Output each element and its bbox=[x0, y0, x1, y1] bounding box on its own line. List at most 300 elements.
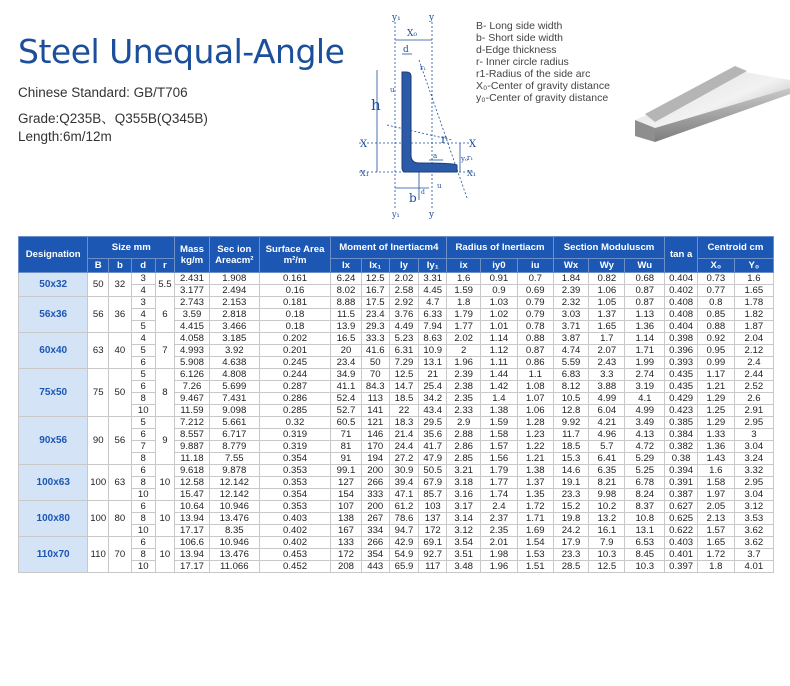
table-cell: 133 bbox=[331, 537, 361, 549]
table-cell: 2.07 bbox=[589, 345, 625, 357]
table-cell: 137 bbox=[419, 513, 447, 525]
b-cell: 63 bbox=[109, 465, 132, 501]
table-cell: 14.6 bbox=[553, 465, 589, 477]
table-cell: 0.99 bbox=[697, 357, 734, 369]
table-cell: 2.05 bbox=[697, 501, 734, 513]
table-cell: 0.244 bbox=[259, 369, 331, 381]
table-cell: 1.96 bbox=[447, 357, 481, 369]
label-u: u bbox=[390, 86, 395, 94]
table-cell: 2.35 bbox=[480, 525, 517, 537]
table-cell: 13.1 bbox=[419, 357, 447, 369]
table-cell: 1.57 bbox=[697, 525, 734, 537]
table-cell: 3.92 bbox=[209, 345, 259, 357]
table-cell: 1.02 bbox=[480, 309, 517, 321]
label-r1: r₁ bbox=[467, 154, 474, 162]
table-cell: 11.18 bbox=[175, 453, 210, 465]
table-cell: 3.12 bbox=[447, 525, 481, 537]
B-cell: 100 bbox=[88, 501, 109, 537]
table-cell: 1.14 bbox=[480, 333, 517, 345]
b-cell: 32 bbox=[109, 273, 132, 297]
table-cell: 22 bbox=[389, 405, 418, 417]
table-cell: 0.403 bbox=[665, 537, 698, 549]
table-cell: 0.397 bbox=[665, 561, 698, 573]
table-cell: 71 bbox=[331, 429, 361, 441]
designation-cell: 100x80 bbox=[19, 501, 88, 537]
table-cell: 0.396 bbox=[665, 345, 698, 357]
table-cell: 0.95 bbox=[697, 345, 734, 357]
table-cell: 443 bbox=[361, 561, 389, 573]
table-cell: 2.02 bbox=[389, 273, 418, 285]
table-cell: 6.83 bbox=[553, 369, 589, 381]
table-cell: 267 bbox=[361, 513, 389, 525]
designation-cell: 100x63 bbox=[19, 465, 88, 501]
table-cell: 1.74 bbox=[480, 489, 517, 501]
table-cell: 47.1 bbox=[389, 489, 418, 501]
table-cell: 0.429 bbox=[665, 393, 698, 405]
table-cell: 1.1 bbox=[517, 369, 553, 381]
table-cell: 23.3 bbox=[553, 489, 589, 501]
table-cell: 0.86 bbox=[517, 357, 553, 369]
table-cell: 8.35 bbox=[209, 525, 259, 537]
table-cell: 4.74 bbox=[553, 345, 589, 357]
table-cell: 3.16 bbox=[447, 489, 481, 501]
table-cell: 117 bbox=[419, 561, 447, 573]
d-cell: 5 bbox=[131, 321, 155, 333]
table-cell: 1.59 bbox=[480, 417, 517, 429]
table-cell: 3.24 bbox=[734, 453, 773, 465]
r-cell: 8 bbox=[155, 369, 175, 417]
table-cell: 2.04 bbox=[734, 333, 773, 345]
label-X: X bbox=[360, 139, 368, 150]
table-cell: 9.98 bbox=[589, 489, 625, 501]
table-cell: 50 bbox=[361, 357, 389, 369]
table-cell: 10.8 bbox=[625, 513, 665, 525]
subheader-Iy: Iy bbox=[389, 259, 418, 273]
table-cell: 2.431 bbox=[175, 273, 210, 285]
table-row bbox=[19, 513, 774, 525]
table-cell: 2.01 bbox=[480, 537, 517, 549]
table-cell: 0.8 bbox=[697, 297, 734, 309]
table-cell: 1.96 bbox=[480, 561, 517, 573]
table-cell: 4.13 bbox=[625, 429, 665, 441]
table-cell: 16.5 bbox=[331, 333, 361, 345]
table-cell: 1.99 bbox=[625, 357, 665, 369]
table-cell: 1.36 bbox=[625, 321, 665, 333]
table-cell: 2.38 bbox=[447, 381, 481, 393]
label-y-bottom: y bbox=[429, 210, 435, 220]
length-text: Length:6m/12m bbox=[18, 129, 112, 144]
label-r1-top: r₁ bbox=[420, 64, 427, 72]
table-cell: 0.287 bbox=[259, 381, 331, 393]
label-y-top: y bbox=[429, 13, 435, 23]
table-cell: 1.59 bbox=[447, 285, 481, 297]
table-cell: 0.423 bbox=[665, 405, 698, 417]
table-cell: 1.06 bbox=[589, 285, 625, 297]
standard-text: Chinese Standard: GB/T706 bbox=[18, 85, 188, 100]
table-cell: 24.2 bbox=[553, 525, 589, 537]
header-section-modulus: Section Moduluscm bbox=[553, 237, 665, 259]
label-X-right: X bbox=[469, 139, 477, 150]
table-cell: 28.5 bbox=[553, 561, 589, 573]
table-row bbox=[19, 525, 774, 537]
table-cell: 3.14 bbox=[447, 513, 481, 525]
table-cell: 3.19 bbox=[625, 381, 665, 393]
table-cell: 334 bbox=[361, 525, 389, 537]
table-row bbox=[19, 477, 774, 489]
table-cell: 0.398 bbox=[665, 333, 698, 345]
d-cell: 10 bbox=[131, 525, 155, 537]
table-cell: 1.6 bbox=[734, 273, 773, 285]
d-cell: 6 bbox=[131, 465, 155, 477]
d-cell: 5 bbox=[131, 369, 155, 381]
table-cell: 1.72 bbox=[697, 549, 734, 561]
table-cell: 0.402 bbox=[665, 285, 698, 297]
B-cell: 110 bbox=[88, 537, 109, 573]
d-cell: 5 bbox=[131, 417, 155, 429]
table-cell: 4.96 bbox=[589, 429, 625, 441]
subheader-Iy1: Iy₁ bbox=[419, 259, 447, 273]
table-cell: 8.24 bbox=[625, 489, 665, 501]
table-cell: 2.39 bbox=[447, 369, 481, 381]
table-row bbox=[19, 561, 774, 573]
table-cell: 2.35 bbox=[447, 393, 481, 405]
table-cell: 2.58 bbox=[389, 285, 418, 297]
r-cell: 6 bbox=[155, 297, 175, 333]
table-cell: 14.7 bbox=[389, 381, 418, 393]
table-cell: 2.743 bbox=[175, 297, 210, 309]
table-cell: 4.45 bbox=[419, 285, 447, 297]
label-r: r bbox=[441, 132, 447, 146]
table-cell: 99.1 bbox=[331, 465, 361, 477]
table-cell: 121 bbox=[361, 417, 389, 429]
table-cell: 1.22 bbox=[517, 441, 553, 453]
designation-cell: 110x70 bbox=[19, 537, 88, 573]
table-cell: 1.65 bbox=[589, 321, 625, 333]
table-cell: 4.993 bbox=[175, 345, 210, 357]
table-cell: 2.91 bbox=[734, 405, 773, 417]
table-cell: 3.04 bbox=[734, 489, 773, 501]
table-cell: 19.8 bbox=[553, 513, 589, 525]
table-cell: 0.452 bbox=[259, 561, 331, 573]
table-cell: 1.14 bbox=[625, 333, 665, 345]
table-cell: 0.82 bbox=[589, 273, 625, 285]
table-cell: 39.4 bbox=[389, 477, 418, 489]
table-cell: 8.21 bbox=[589, 477, 625, 489]
table-row bbox=[19, 345, 774, 357]
table-cell: 1.65 bbox=[697, 537, 734, 549]
table-cell: 1.87 bbox=[734, 321, 773, 333]
table-cell: 1.21 bbox=[697, 381, 734, 393]
table-cell: 34.9 bbox=[331, 369, 361, 381]
table-cell: 4.808 bbox=[209, 369, 259, 381]
table-cell: 2 bbox=[447, 345, 481, 357]
table-cell: 1.29 bbox=[697, 417, 734, 429]
d-cell: 8 bbox=[131, 393, 155, 405]
table-cell: 1.98 bbox=[480, 549, 517, 561]
table-row bbox=[19, 369, 774, 381]
d-cell: 3 bbox=[131, 297, 155, 309]
legend-item: r1-Radius of the side arc bbox=[476, 68, 591, 80]
table-cell: 1.71 bbox=[517, 513, 553, 525]
table-cell: 0.453 bbox=[259, 549, 331, 561]
table-cell: 0.435 bbox=[665, 369, 698, 381]
table-cell: 1.25 bbox=[697, 405, 734, 417]
table-cell: 0.16 bbox=[259, 285, 331, 297]
table-row bbox=[19, 429, 774, 441]
table-cell: 10.3 bbox=[625, 561, 665, 573]
table-cell: 167 bbox=[331, 525, 361, 537]
table-cell: 0.38 bbox=[665, 453, 698, 465]
legend-item: r- Inner circle radius bbox=[476, 56, 569, 68]
table-cell: 12.5 bbox=[389, 369, 418, 381]
table-cell: 7.26 bbox=[175, 381, 210, 393]
table-cell: 0.402 bbox=[259, 525, 331, 537]
table-cell: 2.6 bbox=[734, 393, 773, 405]
table-cell: 3.177 bbox=[175, 285, 210, 297]
d-cell: 10 bbox=[131, 489, 155, 501]
table-cell: 3.88 bbox=[589, 381, 625, 393]
table-cell: 0.92 bbox=[697, 333, 734, 345]
label-y1-top: y₁ bbox=[392, 13, 401, 23]
table-cell: 0.382 bbox=[665, 441, 698, 453]
subheader-Ix: Ix bbox=[331, 259, 361, 273]
d-cell: 10 bbox=[131, 561, 155, 573]
d-cell: 4 bbox=[131, 309, 155, 321]
table-cell: 3.3 bbox=[589, 369, 625, 381]
table-cell: 3.53 bbox=[734, 513, 773, 525]
B-cell: 100 bbox=[88, 465, 109, 501]
table-cell: 1.05 bbox=[589, 297, 625, 309]
table-cell: 11.7 bbox=[553, 429, 589, 441]
header-moment-of-inertia: Moment of Inertiacm4 bbox=[331, 237, 447, 259]
designation-cell: 50x32 bbox=[19, 273, 88, 297]
table-cell: 0.319 bbox=[259, 441, 331, 453]
legend-item: b- Short side width bbox=[476, 32, 563, 44]
subheader-b: b bbox=[109, 259, 132, 273]
table-cell: 266 bbox=[361, 477, 389, 489]
steel-angle-product-image bbox=[625, 62, 790, 152]
table-cell: 333 bbox=[361, 489, 389, 501]
table-cell: 0.391 bbox=[665, 477, 698, 489]
label-h: h bbox=[371, 96, 381, 114]
table-cell: 3.32 bbox=[734, 465, 773, 477]
table-cell: 12.5 bbox=[589, 561, 625, 573]
table-cell: 10.946 bbox=[209, 501, 259, 513]
B-cell: 90 bbox=[88, 417, 109, 465]
table-cell: 8.63 bbox=[419, 333, 447, 345]
table-cell: 0.68 bbox=[625, 273, 665, 285]
label-x0: X₀ bbox=[407, 29, 418, 39]
table-cell: 5.661 bbox=[209, 417, 259, 429]
table-cell: 81 bbox=[331, 441, 361, 453]
designation-cell: 60x40 bbox=[19, 333, 88, 369]
table-cell: 17.17 bbox=[175, 561, 210, 573]
table-cell: 5.7 bbox=[589, 441, 625, 453]
table-cell: 17.17 bbox=[175, 525, 210, 537]
table-cell: 0.402 bbox=[259, 537, 331, 549]
table-cell: 0.181 bbox=[259, 297, 331, 309]
table-cell: 7.29 bbox=[389, 357, 418, 369]
table-cell: 4.49 bbox=[389, 321, 418, 333]
subheader-Wx: Wx bbox=[553, 259, 589, 273]
d-cell: 4 bbox=[131, 285, 155, 297]
subheader-Ix1: Ix₁ bbox=[361, 259, 389, 273]
table-cell: 1.11 bbox=[480, 357, 517, 369]
table-cell: 52.7 bbox=[331, 405, 361, 417]
table-cell: 41.6 bbox=[361, 345, 389, 357]
table-cell: 16.7 bbox=[361, 285, 389, 297]
table-cell: 18.5 bbox=[389, 393, 418, 405]
table-cell: 1.57 bbox=[480, 441, 517, 453]
table-cell: 4.058 bbox=[175, 333, 210, 345]
table-cell: 172 bbox=[419, 525, 447, 537]
table-cell: 8.779 bbox=[209, 441, 259, 453]
table-cell: 15.3 bbox=[553, 453, 589, 465]
label-u-bottom: u bbox=[437, 182, 442, 190]
table-cell: 12.58 bbox=[175, 477, 210, 489]
table-cell: 0.202 bbox=[259, 333, 331, 345]
table-cell: 2.4 bbox=[734, 357, 773, 369]
table-cell: 0.435 bbox=[665, 381, 698, 393]
table-cell: 194 bbox=[361, 453, 389, 465]
table-cell: 5.25 bbox=[625, 465, 665, 477]
table-cell: 13.1 bbox=[625, 525, 665, 537]
table-cell: 3.17 bbox=[447, 501, 481, 513]
table-cell: 2.4 bbox=[480, 501, 517, 513]
table-cell: 30.9 bbox=[389, 465, 418, 477]
table-cell: 0.88 bbox=[697, 321, 734, 333]
table-cell: 208 bbox=[331, 561, 361, 573]
table-cell: 8.12 bbox=[553, 381, 589, 393]
table-cell: 146 bbox=[361, 429, 389, 441]
table-cell: 2.74 bbox=[625, 369, 665, 381]
subheader-B: B bbox=[88, 259, 109, 273]
table-cell: 6.53 bbox=[625, 537, 665, 549]
table-cell: 1.79 bbox=[447, 309, 481, 321]
table-cell: 1.36 bbox=[697, 441, 734, 453]
table-cell: 6.126 bbox=[175, 369, 210, 381]
B-cell: 50 bbox=[88, 273, 109, 297]
table-row bbox=[19, 309, 774, 321]
b-cell: 36 bbox=[109, 297, 132, 333]
table-cell: 4.99 bbox=[625, 405, 665, 417]
table-row bbox=[19, 441, 774, 453]
table-cell: 0.625 bbox=[665, 513, 698, 525]
designation-cell: 56x36 bbox=[19, 297, 88, 333]
B-cell: 56 bbox=[88, 297, 109, 333]
table-cell: 0.408 bbox=[665, 309, 698, 321]
d-cell: 6 bbox=[131, 537, 155, 549]
b-cell: 70 bbox=[109, 537, 132, 573]
r-cell: 10 bbox=[155, 501, 175, 537]
B-cell: 63 bbox=[88, 333, 109, 369]
table-cell: 0.401 bbox=[665, 549, 698, 561]
table-cell: 9.92 bbox=[553, 417, 589, 429]
table-cell: 61.2 bbox=[389, 501, 418, 513]
table-cell: 0.88 bbox=[517, 333, 553, 345]
table-cell: 1.38 bbox=[480, 405, 517, 417]
table-cell: 41.7 bbox=[419, 441, 447, 453]
table-cell: 0.353 bbox=[259, 465, 331, 477]
table-cell: 94.7 bbox=[389, 525, 418, 537]
table-cell: 3.54 bbox=[447, 537, 481, 549]
table-cell: 3.51 bbox=[447, 549, 481, 561]
table-cell: 1.37 bbox=[517, 477, 553, 489]
table-cell: 3.71 bbox=[553, 321, 589, 333]
table-cell: 27.2 bbox=[389, 453, 418, 465]
table-cell: 103 bbox=[419, 501, 447, 513]
table-cell: 7.55 bbox=[209, 453, 259, 465]
table-cell: 1.8 bbox=[447, 297, 481, 309]
table-cell: 4.415 bbox=[175, 321, 210, 333]
table-cell: 13.476 bbox=[209, 513, 259, 525]
table-cell: 1.8 bbox=[697, 561, 734, 573]
table-cell: 1.35 bbox=[517, 489, 553, 501]
table-cell: 0.77 bbox=[697, 285, 734, 297]
page-title: Steel Unequal-Angle bbox=[18, 32, 345, 71]
b-cell: 56 bbox=[109, 417, 132, 465]
table-cell: 0.353 bbox=[259, 501, 331, 513]
table-cell: 21.4 bbox=[389, 429, 418, 441]
table-row bbox=[19, 489, 774, 501]
table-cell: 12.142 bbox=[209, 477, 259, 489]
table-cell: 17.9 bbox=[553, 537, 589, 549]
subheader-iu: iu bbox=[517, 259, 553, 273]
header-centroid: Centroid cm bbox=[697, 237, 773, 259]
table-cell: 107 bbox=[331, 501, 361, 513]
table-cell: 200 bbox=[361, 501, 389, 513]
table-cell: 0.319 bbox=[259, 429, 331, 441]
table-cell: 3.49 bbox=[625, 417, 665, 429]
table-cell: 18.3 bbox=[389, 417, 418, 429]
table-cell: 1.97 bbox=[697, 489, 734, 501]
table-cell: 0.404 bbox=[665, 273, 698, 285]
table-cell: 33.3 bbox=[361, 333, 389, 345]
table-cell: 1.53 bbox=[517, 549, 553, 561]
table-cell: 0.79 bbox=[517, 309, 553, 321]
table-row bbox=[19, 537, 774, 549]
angle-cross-section-diagram bbox=[357, 10, 475, 220]
table-cell: 4.21 bbox=[589, 417, 625, 429]
table-cell: 1.84 bbox=[553, 273, 589, 285]
table-cell: 91 bbox=[331, 453, 361, 465]
table-cell: 6.33 bbox=[419, 309, 447, 321]
table-cell: 10.5 bbox=[553, 393, 589, 405]
table-cell: 9.878 bbox=[209, 465, 259, 477]
table-cell: 0.622 bbox=[665, 525, 698, 537]
table-cell: 6.35 bbox=[589, 465, 625, 477]
table-cell: 69.1 bbox=[419, 537, 447, 549]
table-cell: 3.62 bbox=[734, 525, 773, 537]
table-cell: 1.17 bbox=[697, 369, 734, 381]
table-cell: 1.54 bbox=[517, 537, 553, 549]
table-cell: 1.79 bbox=[480, 465, 517, 477]
table-cell: 6.41 bbox=[589, 453, 625, 465]
table-cell: 3.04 bbox=[734, 441, 773, 453]
table-cell: 60.5 bbox=[331, 417, 361, 429]
b-cell: 80 bbox=[109, 501, 132, 537]
subheader-iy0: iy0 bbox=[480, 259, 517, 273]
table-cell: 2.153 bbox=[209, 297, 259, 309]
table-cell: 29.3 bbox=[361, 321, 389, 333]
legend-item: X₀-Center of gravity distance bbox=[476, 80, 610, 92]
d-cell: 5 bbox=[131, 345, 155, 357]
d-cell: 8 bbox=[131, 549, 155, 561]
table-cell: 106.6 bbox=[175, 537, 210, 549]
table-cell: 170 bbox=[361, 441, 389, 453]
table-cell: 3.21 bbox=[447, 465, 481, 477]
table-cell: 7.212 bbox=[175, 417, 210, 429]
